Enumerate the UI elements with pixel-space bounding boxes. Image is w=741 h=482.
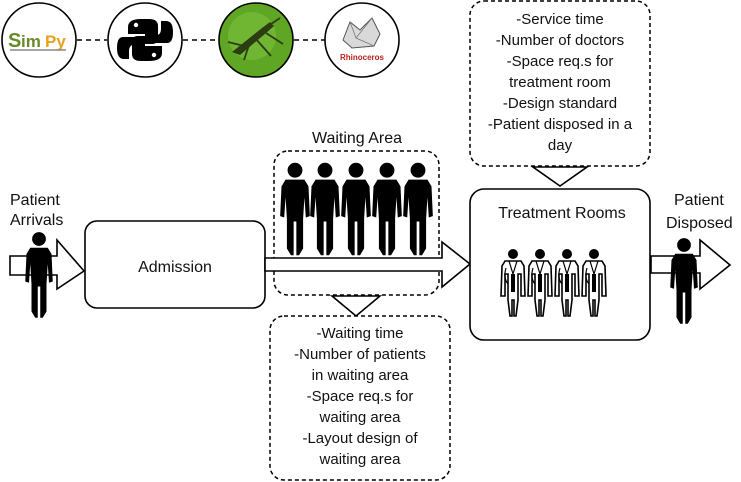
disposed-patient-icon [670, 238, 698, 324]
waiting-note-line: waiting area [319, 451, 401, 468]
patient-disposed-label-2: Disposed [666, 215, 733, 232]
waiting-note-line: -Number of patients [294, 346, 426, 363]
simpy-logo-py: Py [45, 32, 66, 51]
patient-arrivals-label-2: Arrivals [10, 212, 64, 229]
waiting-notes-callout [270, 296, 450, 480]
patient-disposed-label-1: Patient [674, 192, 724, 209]
simpy-logo-im: im [21, 32, 41, 51]
patient-arrivals [10, 192, 84, 318]
treatment-notes-callout [470, 1, 650, 186]
waiting-note-line: -Waiting time [316, 325, 404, 342]
simpy-logo-s: S [8, 30, 22, 52]
admission-box [85, 221, 265, 308]
treatment-note-line: -Design standard [502, 95, 618, 112]
waiting-notes-pointer [332, 296, 380, 316]
waiting-note-line: -Space req.s for [306, 388, 414, 405]
patient-disposed [651, 192, 733, 324]
patient-arrivals-label-1: Patient [10, 192, 60, 209]
treatment-note-line: day [547, 137, 573, 154]
treatment-note-line: treatment room [509, 74, 611, 91]
waiting-note-line: -Layout design of [302, 430, 418, 447]
treatment-note-line: -Space req.s for [506, 53, 614, 70]
treatment-rooms-box [470, 189, 650, 340]
simpy-logo [2, 3, 76, 77]
arriving-patient-icon [25, 232, 53, 318]
treatment-note-line: -Patient disposed in a [487, 116, 633, 133]
treatment-notes-pointer [533, 167, 587, 186]
waiting-area-title: Waiting Area [311, 130, 403, 147]
treatment-rooms-label: Treatment Rooms [498, 205, 626, 222]
rhino-logo-text: Rhinoceros [340, 53, 385, 62]
waiting-note-line: waiting area [319, 409, 401, 426]
admission-label: Admission [138, 259, 212, 276]
treatment-note-line: -Service time [516, 11, 604, 28]
treatment-note-line: -Number of doctors [495, 32, 625, 49]
rhino-logo [325, 3, 399, 77]
python-logo [108, 3, 182, 77]
grasshopper-logo [219, 3, 293, 77]
waiting-note-line: in waiting area [311, 367, 409, 384]
